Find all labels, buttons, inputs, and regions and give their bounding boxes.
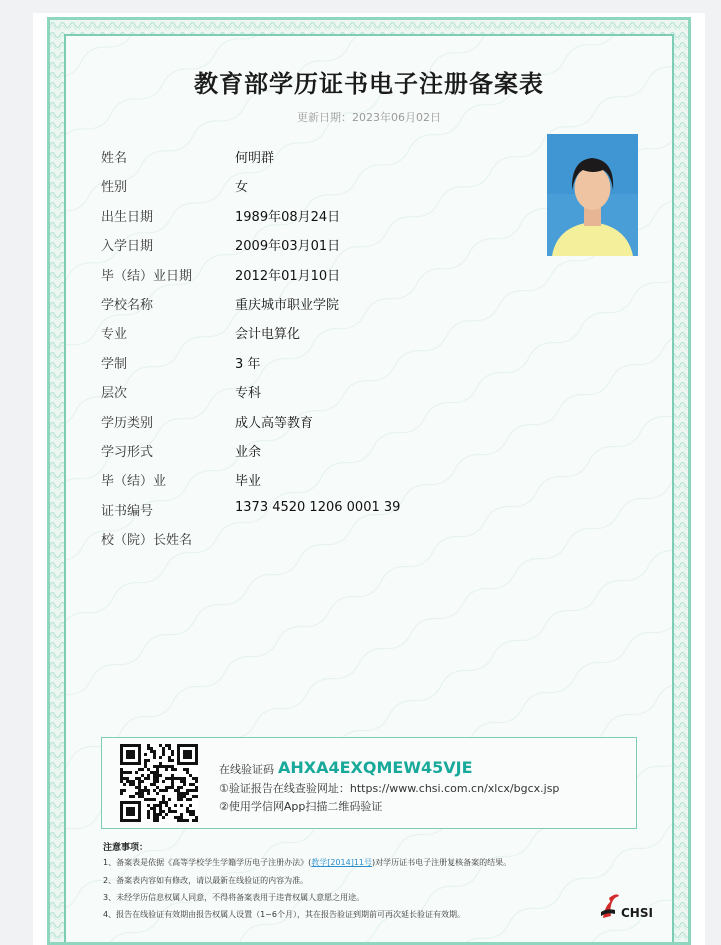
field-label: 学校名称 — [101, 298, 154, 313]
field-value: 1989年08月24日 — [235, 209, 341, 225]
field-value: 2012年01月10日 — [235, 268, 341, 284]
field-value: 女 — [235, 180, 249, 196]
field-value: 重庆城市职业学院 — [235, 298, 340, 313]
field-label: 层次 — [101, 386, 128, 402]
verification-code-line — [219, 758, 473, 777]
regulation-link[interactable]: 教学[2014]11号 — [311, 858, 372, 867]
field-value: 何明群 — [235, 151, 275, 166]
note-3: 3、未经学历信息权属人同意，不得将备案表用于违背权属人意愿之用途。 — [103, 893, 365, 902]
field-label: 校（院）长姓名 — [101, 533, 193, 549]
qr-code-icon[interactable] — [120, 744, 198, 822]
field-label: 毕（结）业日期 — [101, 268, 193, 284]
page-title: 教育部学历证书电子注册备案表 — [194, 70, 544, 98]
chsi-logo-text: CHSI — [621, 906, 653, 920]
student-photo — [547, 134, 638, 256]
field-value: 毕业 — [235, 474, 262, 490]
field-label: 学历类别 — [101, 415, 154, 431]
verification-code-prefix: 在线验证码 — [219, 763, 274, 776]
field-value: 业余 — [235, 445, 262, 460]
note-1-tail: )对学历证书电子注册复核备案的结果。 — [372, 858, 512, 867]
note-1 — [103, 857, 511, 868]
field-value: 成人高等教育 — [235, 415, 314, 431]
field-label: 出生日期 — [101, 209, 154, 225]
field-label: 学制 — [101, 356, 128, 372]
verification-app-line: ②使用学信网App扫描二维码验证 — [219, 800, 383, 813]
field-label: 证书编号 — [101, 503, 154, 519]
field-label: 入学日期 — [101, 239, 154, 255]
note-1-text: 1、备案表是依据《高等学校学生学籍学历电子注册办法》( — [103, 858, 312, 867]
notes-title: 注意事项： — [103, 843, 149, 853]
field-label: 学习形式 — [101, 445, 154, 460]
field-value: 会计电算化 — [235, 327, 301, 343]
field-value: 1373 4520 1206 0001 39 — [235, 499, 401, 515]
updated-date: 更新日期：2023年06月02日 — [297, 111, 441, 124]
field-value: 3 年 — [235, 356, 261, 372]
photo-image — [547, 134, 638, 256]
verification-url-line[interactable]: ①验证报告在线查验网址：https://www.chsi.com.cn/xlcx/bgcx.jsp — [219, 782, 560, 795]
field-value: 2009年03月01日 — [235, 239, 341, 255]
field-label: 姓名 — [101, 151, 128, 166]
field-label: 性别 — [101, 180, 128, 196]
field-value: 专科 — [235, 386, 262, 402]
note-4: 4、报告在线验证有效期由报告权属人设置（1~6个月），其在报告验证到期前可再次延长验证有效期。 — [103, 910, 465, 919]
note-2: 2、备案表内容如有修改，请以最新在线验证的内容为准。 — [103, 876, 309, 885]
field-label: 专业 — [101, 327, 128, 343]
field-label: 毕（结）业 — [101, 474, 167, 490]
verification-code[interactable]: AHXA4EXQMEW45VJE — [278, 758, 473, 777]
